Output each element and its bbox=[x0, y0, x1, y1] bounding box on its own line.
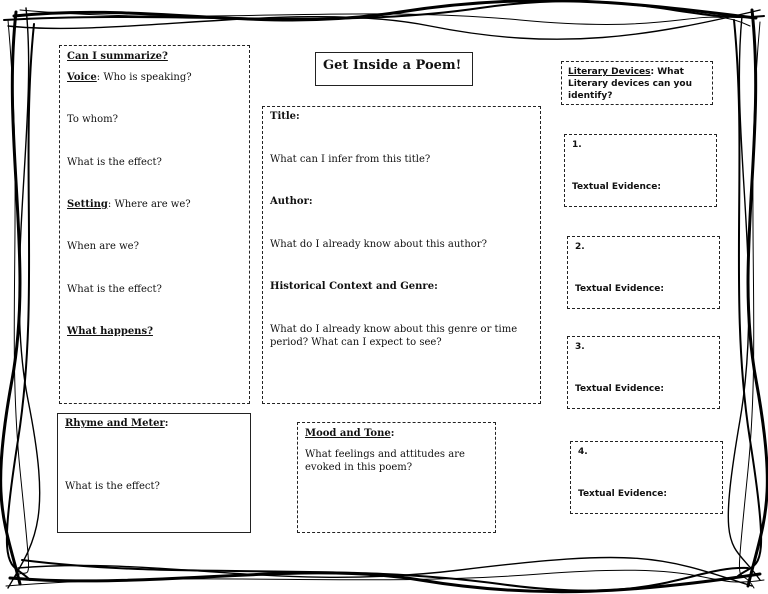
device-number: 2. bbox=[575, 242, 585, 252]
rhyme-meter-line bbox=[65, 417, 168, 430]
voice-question: : Who is speaking? bbox=[96, 72, 192, 83]
context-line bbox=[270, 280, 438, 293]
summarize-heading: Can I summarize? bbox=[67, 51, 168, 62]
summarize-box bbox=[59, 45, 250, 404]
author-line bbox=[270, 195, 313, 208]
textual-evidence-label: Textual Evidence: bbox=[575, 284, 664, 294]
mood-tone-question: What feelings and attitudes are evoked in this poem? bbox=[305, 449, 465, 473]
literary-devices-label: Literary Devices bbox=[568, 67, 651, 77]
device-number: 1. bbox=[572, 140, 582, 150]
rhyme-meter-label: Rhyme and Meter bbox=[65, 418, 165, 429]
title-label: Title bbox=[270, 111, 297, 122]
voice-line bbox=[67, 71, 192, 84]
setting-line bbox=[67, 198, 191, 211]
effect-question-2: What is the effect? bbox=[67, 284, 162, 295]
setting-label: Setting bbox=[67, 199, 108, 210]
title-line bbox=[270, 110, 300, 123]
effect-question-1: What is the effect? bbox=[67, 157, 162, 168]
device-number: 3. bbox=[575, 342, 585, 352]
poem-info-box bbox=[262, 106, 541, 404]
device-box-4 bbox=[570, 441, 723, 514]
context-colon: : bbox=[434, 281, 438, 292]
when-question: When are we? bbox=[67, 241, 139, 252]
rhyme-meter-box bbox=[57, 413, 251, 533]
device-number: 4. bbox=[578, 447, 588, 457]
page-title-box bbox=[315, 52, 473, 86]
page-title: Get Inside a Poem! bbox=[323, 58, 462, 73]
textual-evidence-label: Textual Evidence: bbox=[578, 489, 667, 499]
voice-label: Voice bbox=[67, 72, 97, 83]
rhyme-effect-question: What is the effect? bbox=[65, 481, 160, 492]
what-happens: What happens? bbox=[67, 326, 153, 337]
device-box-2 bbox=[567, 236, 720, 309]
literary-devices-box bbox=[561, 61, 713, 105]
textual-evidence-label: Textual Evidence: bbox=[572, 182, 661, 192]
mood-tone-label: Mood and Tone bbox=[305, 428, 391, 439]
to-whom: To whom? bbox=[67, 114, 118, 125]
mood-tone-line bbox=[305, 427, 394, 440]
context-label: Historical Context and Genre bbox=[270, 281, 435, 292]
author-label: Author bbox=[270, 196, 309, 207]
textual-evidence-label: Textual Evidence: bbox=[575, 384, 664, 394]
mood-tone-colon: : bbox=[390, 428, 395, 439]
rhyme-meter-colon: : bbox=[164, 418, 169, 429]
device-box-3 bbox=[567, 336, 720, 409]
title-colon: : bbox=[296, 111, 300, 122]
literary-devices-prompt bbox=[568, 66, 712, 102]
literary-devices-question: : What Literary devices can you identify? bbox=[568, 67, 693, 101]
device-box-1 bbox=[564, 134, 717, 207]
setting-question: : Where are we? bbox=[107, 199, 191, 210]
author-colon: : bbox=[308, 196, 313, 207]
infer-title-question: What can I infer from this title? bbox=[270, 154, 431, 165]
mood-tone-box bbox=[297, 422, 496, 533]
know-genre-question: What do I already know about this genre or time period? What can I expect to see? bbox=[270, 324, 518, 348]
know-author-question: What do I already know about this author? bbox=[270, 239, 487, 250]
